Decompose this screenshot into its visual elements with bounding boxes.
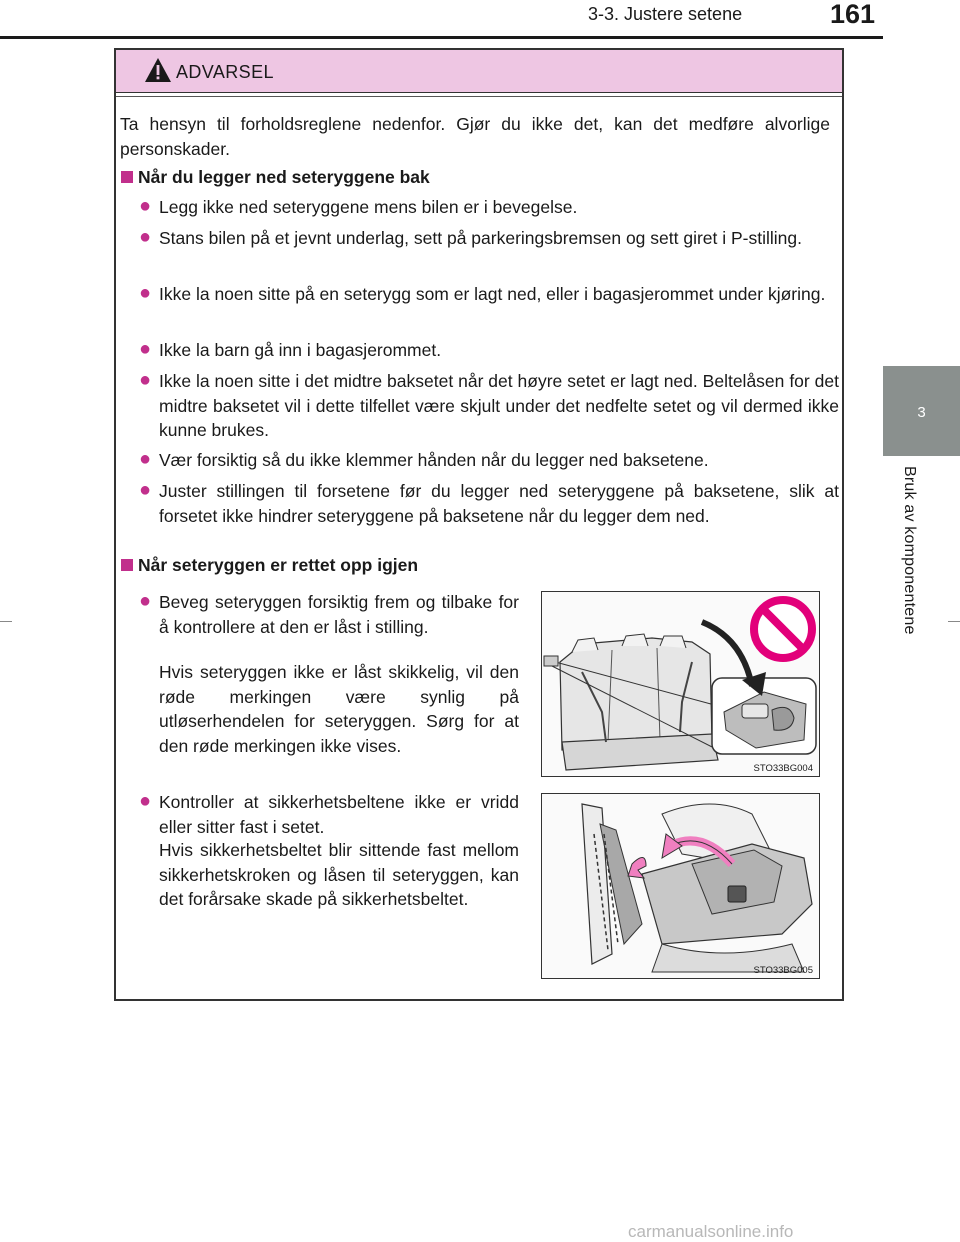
crop-mark <box>0 621 12 622</box>
chapter-number: 3 <box>917 404 926 421</box>
figure-code: STO33BG005 <box>753 965 813 976</box>
bullet-icon: ● <box>139 448 152 470</box>
section1-item: Legg ikke ned seteryggene mens bilen er i bevegelse. <box>159 197 578 217</box>
chapter-title: Bruk av komponentene <box>901 466 918 635</box>
warning-triangle-icon <box>144 57 172 83</box>
running-header-section: 3-3. Justere setene <box>588 4 743 24</box>
warning-divider <box>116 96 842 97</box>
section1-item: Vær forsiktig så du ikke klemmer hånden når du legger ned baksetene. <box>159 450 709 470</box>
warning-box <box>114 48 844 1001</box>
section1-item: Juster stillingen til forsetene før du legger ned seteryggene på baksetene, slik at forsetet ikke hindrer seteryggene på baksetene når du legger dem ned. <box>159 481 839 526</box>
bullet-icon: ● <box>139 790 152 812</box>
crop-mark <box>948 621 960 622</box>
section-square-icon <box>121 171 133 183</box>
section2-item-lead: Kontroller at sikkerhetsbeltene ikke er vridd eller sitter fast i setet. <box>159 792 519 837</box>
section2-heading: Når seteryggen er rettet opp igjen <box>138 555 419 575</box>
figure-code: STO33BG004 <box>753 763 813 774</box>
figure-seatbelt-hook <box>541 793 820 979</box>
bullet-icon: ● <box>139 195 152 217</box>
rear-seat-illustration <box>542 592 819 776</box>
bullet-icon: ● <box>139 226 152 248</box>
section1-heading: Når du legger ned seteryggene bak <box>138 167 430 187</box>
section2-item-lead: Beveg seteryggen forsiktig frem og tilbake for å kontrollere at den er låst i stilling. <box>159 592 519 637</box>
section-square-icon <box>121 559 133 571</box>
section1-item: Ikke la noen sitte på en seterygg som er lagt ned, eller i bagasjerommet under kjøring. <box>159 284 826 304</box>
warning-intro: Ta hensyn til forholdsreglene nedenfor. Gjør du ikke det, kan det medføre alvorlige personskader. <box>120 114 830 159</box>
section2-item-detail: Hvis seteryggen ikke er låst skikkelig, vil den røde merkingen være synlig på utløserhendelen for seteryggen. Sørg for at den røde merkingen ikke vises. <box>159 662 519 756</box>
bullet-icon: ● <box>139 338 152 360</box>
warning-header <box>116 50 842 93</box>
figure-seat-lock-indicator <box>541 591 820 777</box>
header-rule <box>0 36 883 39</box>
chapter-tab <box>883 366 960 456</box>
section2-item-detail: Hvis sikkerhetsbeltet blir sittende fast mellom sikkerhetskroken og låsen til seteryggen, kan det forårsake skade på sikkerhetsbeltet. <box>159 840 519 909</box>
page-number: 161 <box>830 0 876 29</box>
bullet-icon: ● <box>139 479 152 501</box>
footer-watermark-link[interactable]: carmanualsonline.info <box>628 1222 794 1241</box>
section1-item: Ikke la barn gå inn i bagasjerommet. <box>159 340 442 360</box>
bullet-icon: ● <box>139 282 152 304</box>
bullet-icon: ● <box>139 590 152 612</box>
section1-item: Ikke la noen sitte i det midtre baksetet når det høyre setet er lagt ned. Beltelåsen for det midtre baksetet vil i dette tilfellet være skjult under det nedfelte setet og vil dermed ikke kunne brukes. <box>159 371 839 440</box>
section1-item: Stans bilen på et jevnt underlag, sett på parkeringsbremsen og sett giret i P-stilling. <box>159 228 802 248</box>
seatbelt-illustration <box>542 794 819 978</box>
warning-title: ADVARSEL <box>176 62 274 82</box>
bullet-icon: ● <box>139 369 152 391</box>
